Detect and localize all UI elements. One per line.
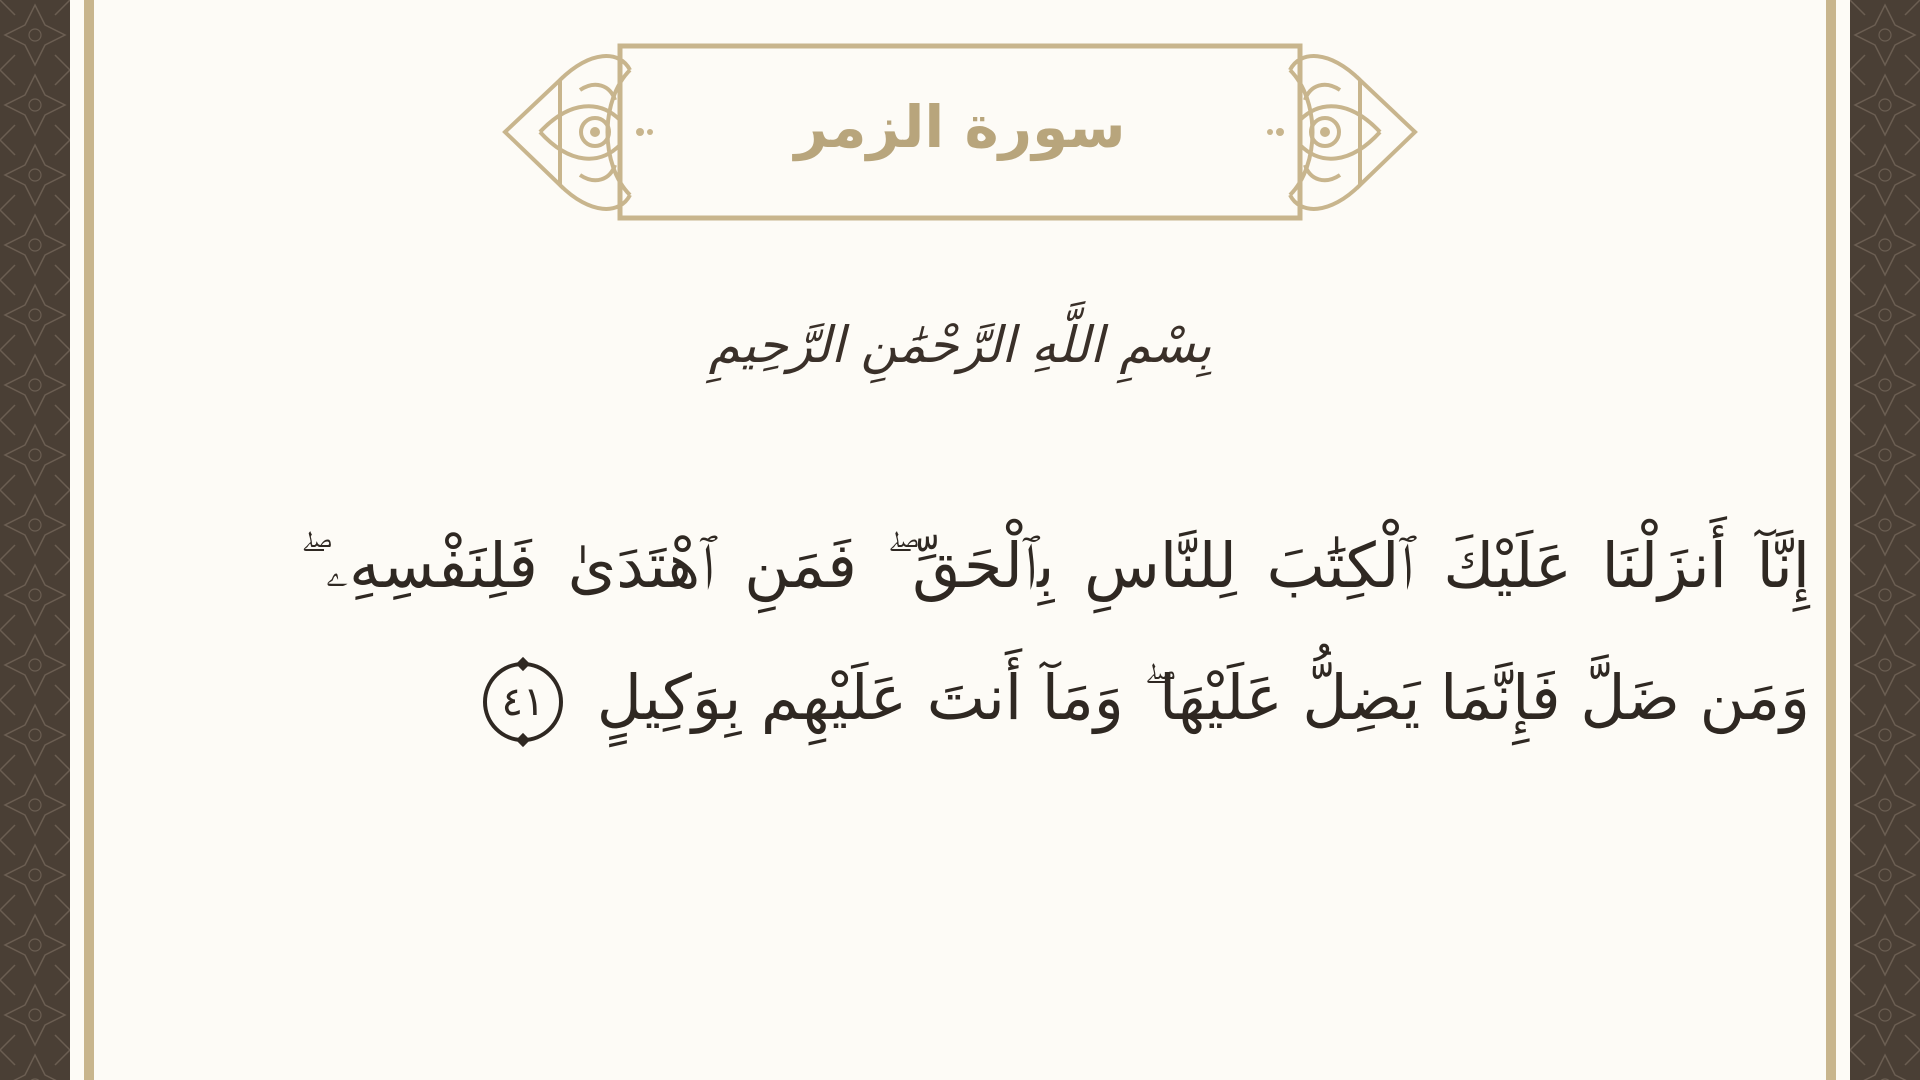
ayah-end-marker-icon (483, 662, 563, 742)
verse-text: إِنَّآ أَنزَلْنَا عَلَيْكَ ٱلْكِتَٰبَ لِلنَّاسِ بِٱلْحَقِّ ۖ فَمَنِ ٱهْتَدَىٰ فَلِنَفْسِهِۦ ۖ وَمَن ضَلَّ فَإِنَّمَا يَضِلُّ عَلَيْهَا ۖ وَمَآ أَنتَ عَلَيْهِم بِوَكِيلٍ (300, 529, 1810, 734)
left-ornamental-border (0, 0, 70, 1080)
right-ornamental-border (1850, 0, 1920, 1080)
surah-title-cartouche (500, 40, 1420, 230)
surah-title: سورة الزمر (794, 93, 1126, 161)
left-gold-rule (84, 0, 94, 1080)
basmala-calligraphy: بِسْمِ اللَّهِ الرَّحْمَٰنِ الرَّحِيمِ (708, 316, 1212, 374)
right-gold-rule (1826, 0, 1836, 1080)
ayah-number: ٤١ (501, 678, 545, 725)
verse-block (300, 500, 1810, 764)
